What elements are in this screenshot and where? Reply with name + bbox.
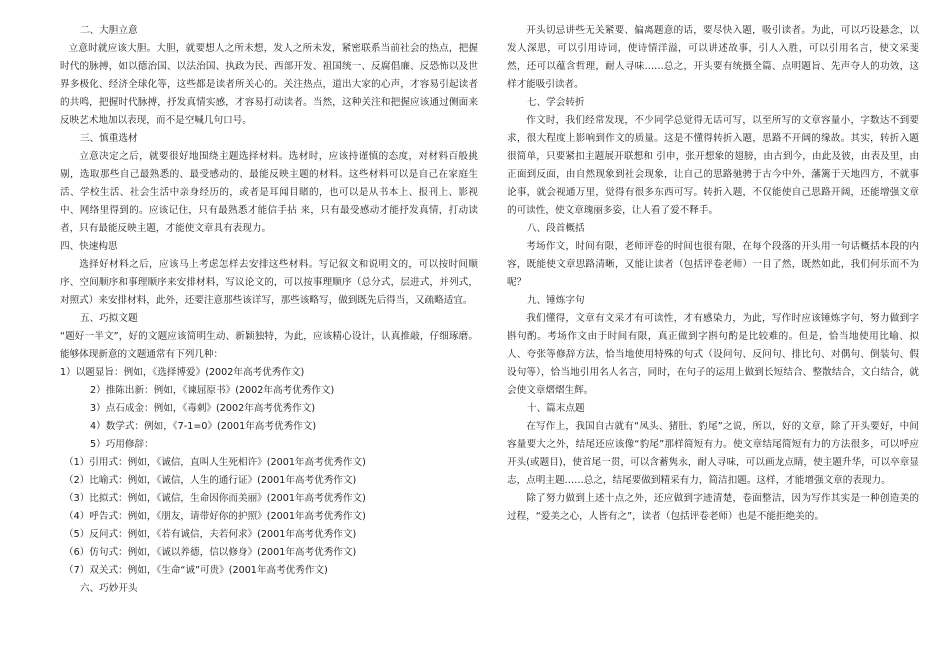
section-paragraph: 开头切忌讲些无关紧要、偏离题意的话，要尽快入题，吸引读者。为此，可以巧设悬念，以发人深思，可以引用诗词，使诗情洋溢，可以讲述故事，引人入胜，可以引用名言，使文采斐然，还可以蕴含哲理，耐人寻味……总之，开头要有统摄全篇、点明题旨、先声夺人的功效，这样才能吸引读者。 [507,25,919,90]
section-heading: 二、大胆立意 [80,25,138,36]
section-heading: 九、锤炼字句 [527,295,585,306]
title-example-item: （7）双关式：例如，《生命“诚”可贵》(2001年高考优秀作文) [64,565,328,576]
section-heading: 十、篇末点题 [527,403,585,414]
left-column [60,22,478,598]
title-example-item: （1）引用式：例如，《诚信，直叫人生死相许》(2001年高考优秀作文) [64,457,366,468]
section-heading: 七、学会转折 [527,97,585,108]
title-example-item: 3）点石成金：例如，《毒刺》(2002年高考优秀作文) [90,403,316,414]
section-paragraph: 我们懂得，文章有文采才有可读性，才有感染力，为此，写作时应该锤炼字句，努力做到字斟句酌。考场作文由于时间有限，真正做到字斟句酌是比较难的。但是，恰当地使用比喻、拟人、夸张等修辞方法，恰当地使用特殊的句式（设问句、反问句、排比句、对偶句、倒装句、假设句等），恰当地引用名人名言，同时，在句子的运用上做到长短结合、整散结合，文白结合，就会使文章熠熠生辉。 [507,313,919,396]
right-column [507,22,919,526]
title-example-item: （2）比喻式：例如，《诚信，人生的通行证》(2001年高考优秀作文) [64,475,357,486]
section-paragraph: 在写作上，我国自古就有“凤头、猪肚、豹尾”之说，所以，好的文章，除了开头要好，中间容量要大之外，结尾还应该像“豹尾”那样简短有力。使文章结尾简短有力的方法很多，可以呼应开头(或题目)，使首尾一贯，可以含蓄隽永，耐人寻味，可以画龙点睛，使主题升华，可以卒章显志，点明主题……总之，结尾要做到精采有力，简洁扣题。这样，才能增强文章的表现力。 [507,421,919,486]
section-heading: 六、巧妙开头 [80,583,138,594]
title-example-item: 4）数学式：例如，《7-1=0》(2001年高考优秀作文) [90,421,317,432]
title-example-list [60,364,478,580]
section-paragraph: 考场作文，时间有限，老师评卷的时间也很有限，在每个段落的开头用一句话概括本段的内容，既能使文章思路清晰，又能让读者（包括评卷老师）一目了然，既然如此，我们何乐而不为呢？ [507,241,919,288]
section-heading: 四、快速构思 [60,241,118,252]
section-heading: 八、段首概括 [527,223,585,234]
section-heading: 三、慎重选材 [80,133,138,144]
section-paragraph: 立意决定之后，就要很好地围绕主题选择材料。选材时，应该持谨慎的态度，对材料百般挑剔，选取那些自己最熟悉的、最受感动的、最能反映主题的材料。这些材料可以是自己在家庭生活、学校生活、社会生活中亲身经历的，或者是耳闻目睹的，也可以是从书本上、报刊上、影视中、网络里得到的。应该记住，只有最熟悉才能信手拈 来，只有最受感动才能抒发真情，打动读者，只有最能反映主题，才能使文章具有表现力。 [60,151,478,234]
section-paragraph: 作文时，我们经常发现，不少同学总觉得无话可写，以至所写的文章容量小，字数达不到要求，很大程度上影响到作文的质量。这是不懂得转折入题，思路不开阔的缘故。其实，转折入题很简单，只要紧扣主题展开联想和 引申，张开想象的翅膀，由古到今，由此及彼，由表及里，由正面到反面，由自然现象到社会现象，让自己的思路驰骋于古今中外，藩篱于天地四方，不就事论事，就会视通万里，觉得有很多东西可写。转折入题，不仅能使自己思路开阔，还能增强文章的可读性，使文章瑰丽多姿，让人看了爱不释手。 [507,115,919,216]
title-example-item: （5）反问式：例如，《若有诚信，夫若何求》(2001年高考优秀作文) [64,529,357,540]
title-example-item: （6）仿句式：例如，《诚以养德，信以修身》(2001年高考优秀作文) [64,547,357,558]
section-paragraph: “题好一半文”，好的文题应该简明生动、新颖独特，为此，应该精心设计，认真推敲，仔细琢磨。能够体现新意的文题通常有下列几种： [60,331,478,360]
title-example-item: 5）巧用修辞： [90,439,154,450]
title-example-item: 1）以题显旨：例如，《选择博爱》(2002年高考优秀作文) [60,367,305,378]
title-example-item: 2）推陈出新：例如，《谏屈原书》(2002年高考优秀作文) [90,385,335,396]
section-paragraph: 立意时就应该大胆。大胆，就要想人之所未想，发人之所未发，紧密联系当前社会的热点，把握时代的脉搏，如以德治国、以法治国、执政为民、西部开发、祖国统一、反腐倡廉、反恐怖以及世界多极化、经济全球化等，这些都是读者所关心的。关注热点，道出大家的心声，才容易引起读者的共鸣，把握时代脉搏，抒发真情实感，才容易打动读者。当然，这种关注和把握应该通过侧面来反映艺术地加以表现，而不是空喊几句口号。 [60,43,478,126]
section-paragraph: 选择好材料之后，应该马上考虑怎样去安排这些材料。写记叙文和说明文的，可以按时间顺序、空间顺序和事理顺序来安排材料，写议论文的，可以按事理顺序（总分式，层进式，并列式，对照式）来安排材料，此外，还要注意那些该详写，那些该略写，做到既先后得当，又疏略适宜。 [60,259,478,306]
title-example-item: （4）呼告式：例如，《朋友，请带好你的护照》(2001年高考优秀作文) [64,511,366,522]
section-heading: 五、巧拟文题 [80,313,138,324]
title-example-item: （3）比拟式：例如，《诚信，生命因你而美丽》(2001年高考优秀作文) [64,493,366,504]
closing-paragraph: 除了努力做到上述十点之外，还应做到字迹清楚，卷面整洁，因为写作其实是一种创造美的过程，“爱美之心，人皆有之”，读者（包括评卷老师）也是不能拒绝美的。 [507,493,919,522]
